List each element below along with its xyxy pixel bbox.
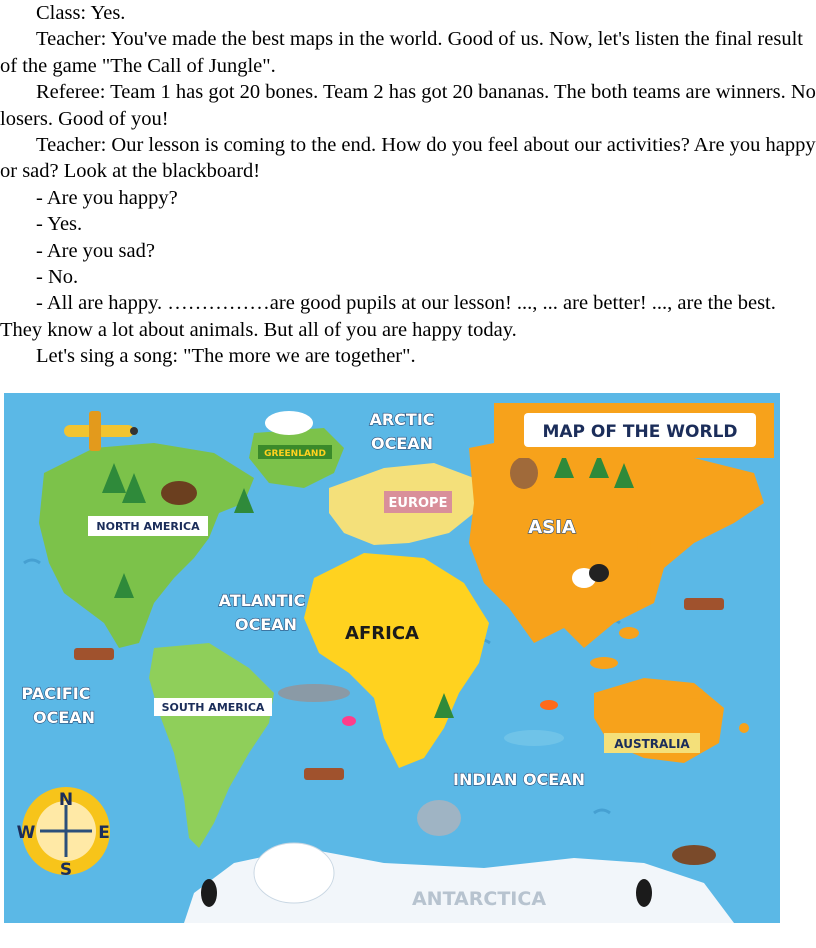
dialogue-line: - No. (36, 266, 79, 289)
label-asia: ASIA (528, 517, 576, 538)
label-australia: AUSTRALIA (614, 737, 690, 751)
map-title: MAP OF THE WORLD (542, 422, 738, 442)
label-europe: EUROPE (388, 496, 448, 511)
compass-north: N (58, 790, 74, 810)
dialogue-line: Class: Yes. (36, 2, 126, 24)
label-north-america: NORTH AMERICA (96, 520, 200, 533)
dialogue-line: Let's sing a song: "The more we are together". (36, 345, 416, 368)
map-title-banner (494, 403, 774, 458)
compass-south: S (59, 860, 73, 880)
dialogue-line: Teacher: Our lesson is coming to the end. How do you feel about our activities? Are you happy or sad? Look at the blackboard! (0, 134, 816, 183)
label-arctic-1: ARCTIC (369, 410, 435, 429)
dialogue-line: Teacher: You've made the best maps in the world. Good of us. Now, let's listen the final result of the game "The Call of Jungle". (0, 28, 803, 77)
lesson-transcript (0, 0, 816, 370)
dialogue-line: - Are you happy? (36, 186, 178, 209)
dialogue-line: - Yes. (36, 213, 83, 236)
compass-west: W (16, 823, 36, 843)
label-pacific-2: OCEAN (32, 708, 96, 727)
label-south-america: SOUTH AMERICA (161, 701, 265, 714)
label-atlantic-1: ATLANTIC (218, 591, 306, 610)
world-map-illustration (4, 393, 780, 923)
label-indian-ocean: INDIAN OCEAN (453, 770, 585, 789)
label-greenland: GREENLAND (264, 449, 326, 459)
dialogue-line: - Are you sad? (36, 239, 155, 262)
label-arctic-2: OCEAN (370, 434, 434, 453)
label-pacific-1: PACIFIC (21, 684, 91, 703)
label-antarctica: ANTARCTICA (411, 888, 547, 910)
compass-east: E (98, 823, 110, 843)
dialogue-line: - All are happy. ……………are good pupils at our lesson! ..., ... are better! ..., are the best. They know a lot about animals. But all of you are happy today. (0, 292, 776, 341)
label-africa: AFRICA (345, 623, 419, 644)
label-atlantic-2: OCEAN (234, 615, 298, 634)
dialogue-line: Referee: Team 1 has got 20 bones. Team 2 has got 20 bananas. The both teams are winners. No losers. Good of you! (0, 81, 816, 130)
